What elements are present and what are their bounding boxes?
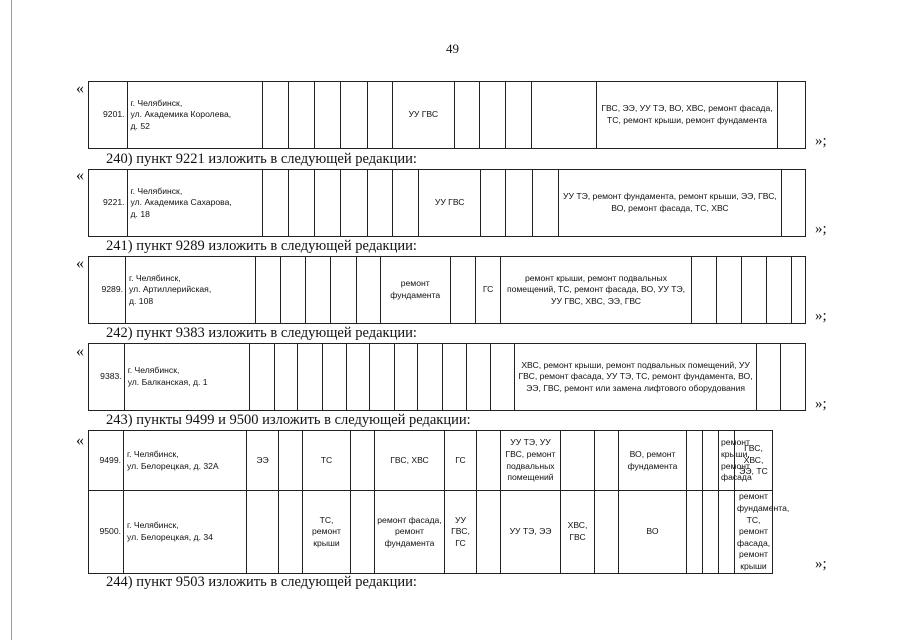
work-cell bbox=[531, 82, 596, 149]
closing-quote: »; bbox=[815, 221, 827, 237]
address-line: г. Челябинск, bbox=[127, 365, 180, 376]
work-cell: УУ ГВС, ГС bbox=[445, 491, 477, 574]
work-cell bbox=[367, 170, 392, 237]
section-heading: 243) пункты 9499 и 9500 изложить в следующей редакции: bbox=[106, 412, 471, 428]
work-cell: ВО bbox=[619, 491, 687, 574]
address-line: д. 52 bbox=[130, 120, 150, 131]
address-line: г. Челябинск, bbox=[127, 520, 179, 531]
address-line: ул. Академика Сахарова, bbox=[130, 197, 232, 208]
work-cell bbox=[717, 257, 742, 324]
closing-quote: »; bbox=[815, 556, 827, 572]
work-cell bbox=[781, 170, 805, 237]
address-line: ул. Артиллерийская, bbox=[129, 284, 212, 295]
work-cell bbox=[305, 257, 330, 324]
work-cell bbox=[450, 257, 475, 324]
work-cell bbox=[490, 344, 514, 411]
address-line: ул. Балканская, д. 1 bbox=[127, 377, 208, 387]
table-items-9499-9500 bbox=[88, 430, 821, 574]
work-cell: ремонт крыши, ремонт фасада bbox=[719, 431, 735, 491]
table-row bbox=[89, 491, 821, 574]
work-cell: ХВС, ГВС bbox=[561, 491, 595, 574]
table-row bbox=[89, 431, 821, 491]
work-cell bbox=[351, 431, 375, 491]
work-cell bbox=[351, 491, 375, 574]
work-cell bbox=[687, 431, 703, 491]
address-cell bbox=[124, 491, 247, 574]
opening-quote: « bbox=[76, 343, 84, 360]
address-cell bbox=[127, 170, 262, 237]
table-item-9201 bbox=[88, 81, 806, 149]
work-cell: ГВС, ХВС, ЭЭ, ТС bbox=[735, 431, 773, 491]
section-heading: 244) пункт 9503 изложить в следующей редакции: bbox=[106, 574, 417, 590]
work-cell: ТС, ремонт крыши bbox=[303, 491, 351, 574]
work-cell bbox=[703, 431, 719, 491]
item-number: 9383. bbox=[89, 344, 125, 411]
work-cell bbox=[506, 82, 531, 149]
work-cell bbox=[477, 491, 501, 574]
work-cell bbox=[479, 82, 505, 149]
work-cell: УУ ГВС bbox=[392, 82, 454, 149]
table-row bbox=[89, 82, 806, 149]
item-number: 9221. bbox=[89, 170, 128, 237]
section-heading: 242) пункт 9383 изложить в следующей редакции: bbox=[106, 325, 417, 341]
closing-quote: »; bbox=[815, 133, 827, 149]
work-cell: ГС bbox=[445, 431, 477, 491]
work-cell bbox=[314, 82, 340, 149]
work-cell: ремонт фундамента bbox=[380, 257, 450, 324]
address-line: г. Челябинск, bbox=[127, 448, 179, 459]
work-cell: УУ ГВС bbox=[419, 170, 481, 237]
work-cell bbox=[454, 82, 479, 149]
opening-quote: « bbox=[76, 80, 84, 97]
work-cell bbox=[289, 82, 314, 149]
address-line: г. Челябинск, bbox=[130, 97, 183, 108]
work-cell: УУ ТЭ, ЭЭ bbox=[501, 491, 561, 574]
work-cell bbox=[719, 491, 735, 574]
work-cell bbox=[467, 344, 490, 411]
work-cell bbox=[250, 344, 274, 411]
work-cell: УУ ТЭ, ремонт фундамента, ремонт крыши, ЭЭ, ГВС, ВО, ремонт фасада, ТС, ХВС bbox=[559, 170, 781, 237]
table-row bbox=[89, 170, 806, 237]
work-cell: ГВС, ХВС bbox=[375, 431, 445, 491]
work-cell bbox=[742, 257, 766, 324]
opening-quote: « bbox=[76, 167, 84, 184]
work-cell: ремонт крыши, ремонт подвальных помещений, ТС, ремонт фасада, ВО, УУ ТЭ, УУ ГВС, ХВС, ЭЭ, ГВС bbox=[501, 257, 691, 324]
work-cell bbox=[781, 344, 806, 411]
work-cell bbox=[766, 257, 791, 324]
work-cell bbox=[442, 344, 466, 411]
work-cell bbox=[595, 431, 619, 491]
table-item-9383 bbox=[88, 343, 806, 411]
address-line: г. Челябинск, bbox=[130, 185, 183, 196]
work-cell bbox=[394, 344, 417, 411]
table-row bbox=[89, 257, 806, 324]
work-cell bbox=[506, 170, 532, 237]
address-cell bbox=[124, 344, 249, 411]
work-cell bbox=[756, 344, 780, 411]
work-cell: ремонт фасада, ремонт фундамента bbox=[375, 491, 445, 574]
address-line: ул. Белорецкая, д. 32А bbox=[127, 460, 219, 471]
work-cell bbox=[263, 82, 289, 149]
work-cell: ЭЭ bbox=[247, 431, 279, 491]
item-number: 9500. bbox=[89, 491, 124, 574]
work-cell bbox=[346, 344, 369, 411]
page-number: 49 bbox=[446, 41, 459, 56]
table-item-9289 bbox=[88, 256, 806, 324]
work-cell bbox=[367, 82, 392, 149]
work-cell bbox=[341, 82, 367, 149]
work-cell bbox=[703, 491, 719, 574]
work-cell: ГВС, ЭЭ, УУ ТЭ, ВО, ХВС, ремонт фасада, ТС, ремонт крыши, ремонт фундамента bbox=[596, 82, 778, 149]
table-item-9221 bbox=[88, 169, 806, 237]
opening-quote: « bbox=[76, 255, 84, 272]
address-cell bbox=[126, 257, 256, 324]
address-cell bbox=[124, 431, 247, 491]
work-cell: ВО, ремонт фундамента bbox=[619, 431, 687, 491]
work-cell bbox=[256, 257, 281, 324]
address-line: ул. Академика Королева, bbox=[130, 109, 232, 120]
item-number: 9201. bbox=[89, 82, 128, 149]
work-cell: ХВС, ремонт крыши, ремонт подвальных помещений, УУ ГВС, ремонт фасада, УУ ТЭ, ТС, ремонт фундамента, ВО, ЭЭ, ГВС, ремонт или замена лифтового оборудования bbox=[515, 344, 757, 411]
work-cell bbox=[792, 257, 806, 324]
work-cell bbox=[687, 491, 703, 574]
work-cell bbox=[561, 431, 595, 491]
work-cell: ремонт фундамента, ТС, ремонт фасада, ремонт крыши bbox=[735, 491, 773, 574]
work-cell bbox=[331, 257, 356, 324]
opening-quote: « bbox=[76, 432, 84, 449]
work-cell bbox=[477, 431, 501, 491]
page-border-line bbox=[11, 0, 12, 640]
work-cell bbox=[281, 257, 305, 324]
address-line: ул. Белорецкая, д. 34 bbox=[127, 532, 213, 542]
address-line: д. 18 bbox=[130, 208, 150, 219]
work-cell bbox=[481, 170, 506, 237]
work-cell bbox=[595, 491, 619, 574]
work-cell bbox=[298, 344, 322, 411]
item-number: 9289. bbox=[89, 257, 126, 324]
work-cell: УУ ТЭ, УУ ГВС, ремонт подвальных помещений bbox=[501, 431, 561, 491]
work-cell bbox=[279, 431, 303, 491]
section-heading: 240) пункт 9221 изложить в следующей редакции: bbox=[106, 151, 417, 167]
work-cell bbox=[418, 344, 442, 411]
work-cell bbox=[691, 257, 716, 324]
work-cell bbox=[263, 170, 289, 237]
work-cell bbox=[778, 82, 806, 149]
address-line: д. 108 bbox=[129, 295, 154, 306]
work-cell bbox=[247, 491, 279, 574]
closing-quote: »; bbox=[815, 308, 827, 324]
work-cell bbox=[274, 344, 297, 411]
closing-quote: »; bbox=[815, 396, 827, 412]
work-cell bbox=[322, 344, 346, 411]
work-cell bbox=[370, 344, 394, 411]
work-cell bbox=[392, 170, 418, 237]
table-row bbox=[89, 344, 806, 411]
work-cell bbox=[289, 170, 314, 237]
address-cell bbox=[127, 82, 262, 149]
work-cell: ГС bbox=[475, 257, 500, 324]
section-heading: 241) пункт 9289 изложить в следующей редакции: bbox=[106, 238, 417, 254]
item-number: 9499. bbox=[89, 431, 124, 491]
work-cell bbox=[314, 170, 340, 237]
address-line: г. Челябинск, bbox=[129, 272, 181, 283]
work-cell bbox=[279, 491, 303, 574]
work-cell: ТС bbox=[303, 431, 351, 491]
work-cell bbox=[341, 170, 367, 237]
work-cell bbox=[356, 257, 380, 324]
work-cell bbox=[532, 170, 558, 237]
